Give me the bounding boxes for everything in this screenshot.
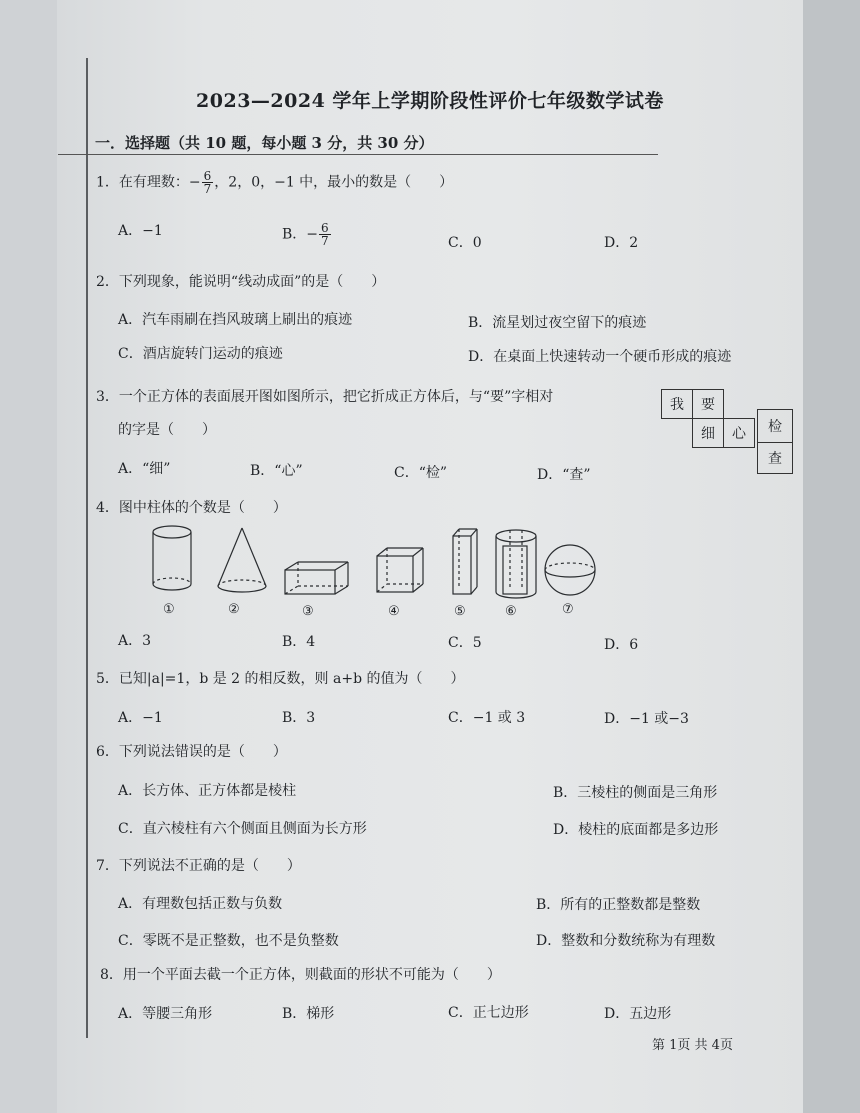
solid-label: ⑥ — [505, 604, 517, 619]
question-1-stem: 1．在有理数：− $\frac{6}{7}$ ，2，0，−1 中，最小的数是（ ） — [96, 169, 454, 196]
sphere-shape — [545, 545, 595, 595]
q8-option-c[interactable]: C．正七边形 — [448, 1005, 529, 1021]
q5-option-c[interactable]: C．−1 或 3 — [448, 710, 526, 726]
net-cell: 细 — [692, 418, 724, 448]
section-heading: 一．选择题（共 10 题，每小题 3 分，共 30 分） — [95, 134, 434, 152]
q7-option-d[interactable]: D．整数和分数统称为有理数 — [536, 933, 716, 949]
question-6-stem: 6．下列说法错误的是（ ） — [96, 744, 287, 760]
q2-option-d[interactable]: D．在桌面上快速转动一个硬币形成的痕迹 — [468, 349, 732, 365]
q7-option-b[interactable]: B．所有的正整数都是整数 — [536, 897, 701, 913]
q1-option-b[interactable]: B．− $\frac{6}{7}$ — [282, 221, 329, 248]
q5-option-b[interactable]: B．3 — [282, 710, 316, 726]
q7-option-a[interactable]: A．有理数包括正数与负数 — [118, 896, 283, 912]
q6-option-a[interactable]: A．长方体、正方体都是棱柱 — [118, 783, 297, 799]
q6-option-c[interactable]: C．直六棱柱有六个侧面且侧面为长方形 — [118, 821, 367, 837]
background-left — [0, 0, 57, 1113]
binding-margin-line — [86, 58, 88, 1038]
q8-option-a[interactable]: A．等腰三角形 — [118, 1006, 213, 1022]
solid-label: ① — [163, 602, 175, 617]
q1-option-d[interactable]: D．2 — [604, 235, 639, 251]
question-3-stem-cont: 的字是（ ） — [118, 422, 216, 438]
solid-label: ② — [228, 602, 240, 617]
net-cell: 我 — [661, 389, 693, 419]
net-cell: 检 — [757, 409, 793, 443]
q5-option-a[interactable]: A．−1 — [118, 710, 163, 726]
q4-option-d[interactable]: D．6 — [604, 637, 639, 653]
q6-option-d[interactable]: D．棱柱的底面都是多边形 — [553, 822, 719, 838]
page-footer: 第 1页 共 4页 — [652, 1038, 733, 1053]
fraction: $\frac{6}{7}$ — [321, 221, 329, 248]
solid-label: ④ — [388, 604, 400, 619]
q4-option-a[interactable]: A．3 — [118, 633, 152, 649]
q3-option-d[interactable]: D．“查” — [537, 467, 591, 483]
exam-title: 2023—2024 学年上学期阶段性评价七年级数学试卷 — [196, 90, 664, 112]
cylinder-shape — [153, 526, 191, 590]
q5-option-d[interactable]: D．−1 或−3 — [604, 711, 689, 727]
q8-option-d[interactable]: D．五边形 — [604, 1006, 672, 1022]
question-4-stem: 4．图中柱体的个数是（ ） — [96, 500, 287, 516]
net-cell: 要 — [692, 389, 724, 419]
q2-option-b[interactable]: B．流星划过夜空留下的痕迹 — [468, 315, 647, 331]
cone-shape — [218, 528, 266, 592]
solid-label: ③ — [302, 604, 314, 619]
q3-option-c[interactable]: C．“检” — [394, 465, 448, 481]
solid-label: ⑦ — [562, 602, 574, 617]
q2-option-c[interactable]: C．酒店旋转门运动的痕迹 — [118, 346, 283, 362]
question-5-stem: 5．已知|a|=1，b 是 2 的相反数，则 a+b 的值为（ ） — [96, 671, 465, 687]
question-8-stem: 8．用一个平面去截一个正方体，则截面的形状不可能为（ ） — [100, 967, 501, 983]
q4-option-b[interactable]: B．4 — [282, 634, 316, 650]
solids-figure — [140, 520, 610, 605]
question-7-stem: 7．下列说法不正确的是（ ） — [96, 858, 301, 874]
net-cell: 心 — [723, 418, 755, 448]
q7-option-c[interactable]: C．零既不是正整数，也不是负整数 — [118, 933, 339, 949]
solid-label: ⑤ — [454, 604, 466, 619]
q1-option-a[interactable]: A．−1 — [118, 223, 163, 239]
tall-prism-shape — [453, 529, 477, 594]
cube-shape — [377, 548, 423, 592]
cuboid-shape — [285, 562, 348, 594]
q8-option-b[interactable]: B．梯形 — [282, 1006, 335, 1022]
q3-option-b[interactable]: B．“心” — [250, 463, 303, 479]
q2-option-a[interactable]: A．汽车雨刷在挡风玻璃上刷出的痕迹 — [118, 312, 353, 328]
net-cell: 查 — [757, 442, 793, 474]
cylinder-prism-shape — [496, 530, 536, 598]
q4-option-c[interactable]: C．5 — [448, 635, 482, 651]
section-underline — [58, 154, 658, 155]
background-right — [803, 0, 860, 1113]
question-2-stem: 2．下列现象，能说明“线动成面”的是（ ） — [96, 274, 386, 290]
q1-option-c[interactable]: C．0 — [448, 235, 482, 251]
fraction: $\frac{6}{7}$ — [203, 169, 212, 196]
question-3-stem: 3．一个正方体的表面展开图如图所示，把它折成正方体后，与“要”字相对 — [96, 389, 554, 405]
q3-option-a[interactable]: A．“细” — [118, 461, 171, 477]
q6-option-b[interactable]: B．三棱柱的侧面是三角形 — [553, 785, 718, 801]
